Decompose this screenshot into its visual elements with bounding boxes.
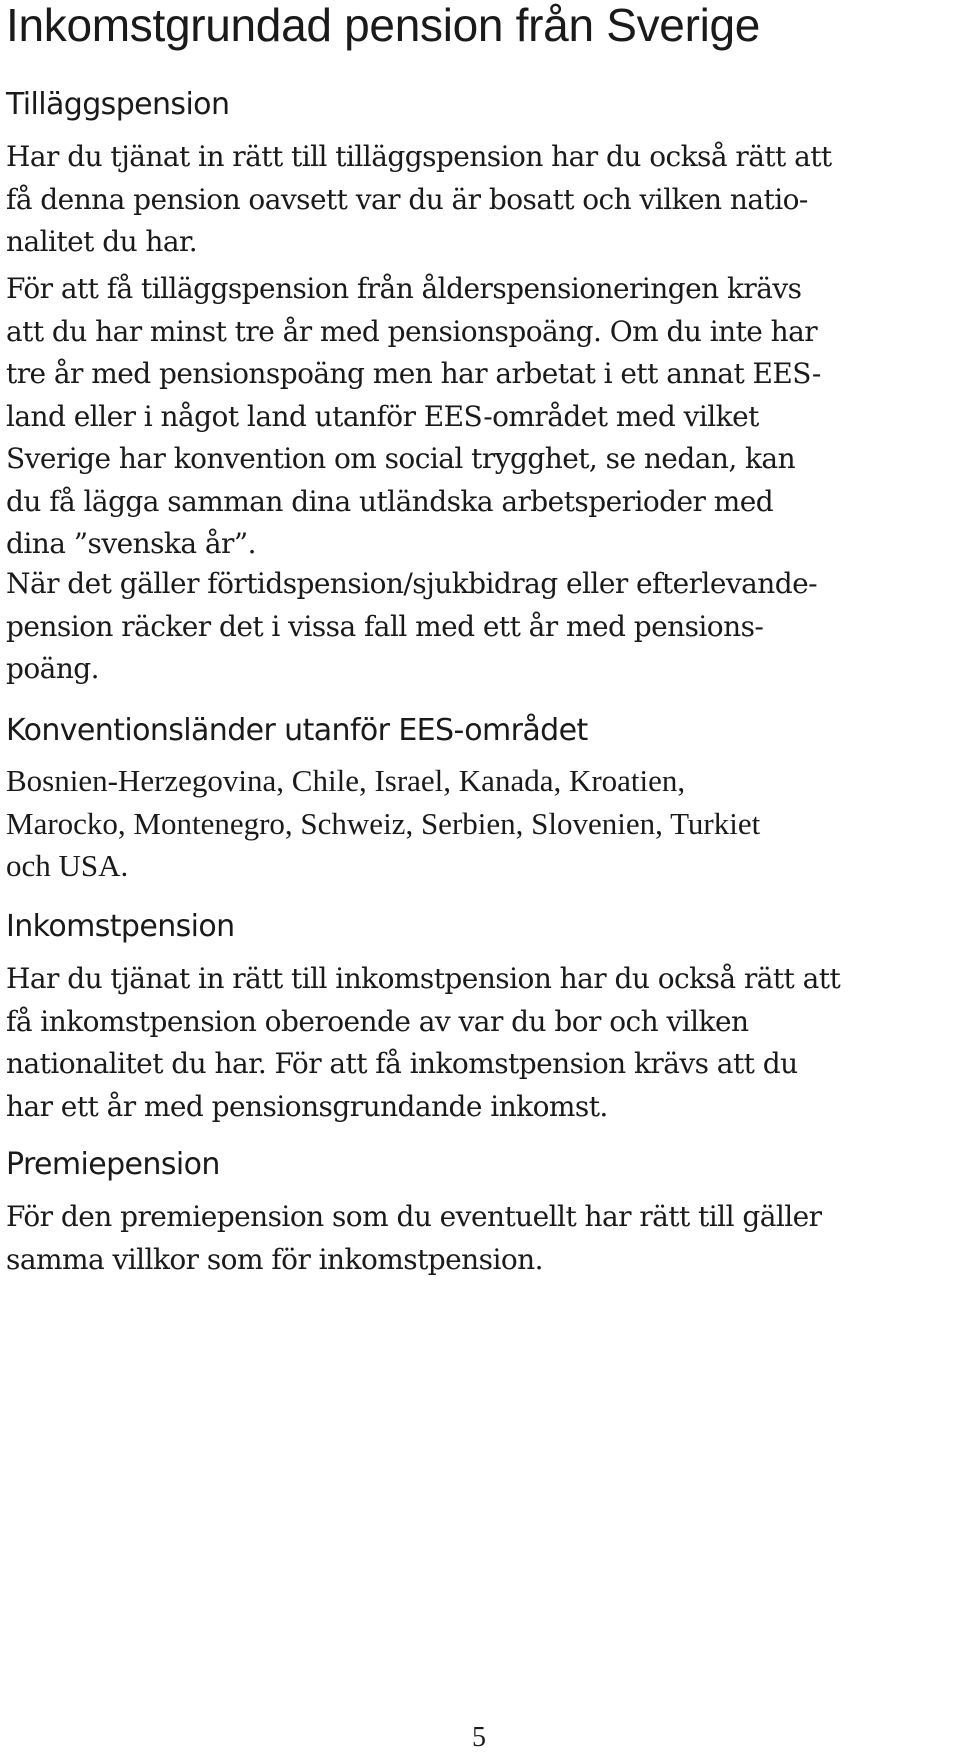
text-line: Har du tjänat in rätt till tilläggspension har du också rätt att — [6, 140, 832, 173]
paragraph-tillaggspension-fortidspension — [6, 563, 817, 691]
text-line: och USA. — [6, 848, 129, 883]
text-line: Har du tjänat in rätt till inkomstpension har du också rätt att — [6, 962, 841, 995]
paragraph-tillaggspension-requirements — [6, 268, 821, 566]
section-heading-konventionslander: Konventionsländer utanför EES-området — [6, 713, 588, 748]
paragraph-inkomstpension — [6, 958, 840, 1128]
text-line: få inkomstpension oberoende av var du bor och vilken — [6, 1004, 749, 1038]
text-line: du få lägga samman dina utländska arbetsperioder med — [6, 484, 774, 518]
text-line: tre år med pensionspoäng men har arbetat i ett annat EES- — [6, 357, 821, 390]
text-line: samma villkor som för inkomstpension. — [6, 1242, 544, 1276]
section-heading-premiepension: Premiepension — [6, 1147, 220, 1182]
text-line: har ett år med pensionsgrundande inkomst. — [6, 1089, 608, 1123]
text-line: dina ”svenska år”. — [6, 527, 256, 560]
text-line: få denna pension oavsett var du är bosatt och vilken natio- — [6, 182, 808, 216]
text-line: För den premiepension som du eventuellt har rätt till gäller — [6, 1200, 822, 1233]
text-line: poäng. — [6, 652, 100, 685]
page-title: Inkomstgrundad pension från Sverige — [6, 0, 761, 51]
section-heading-inkomstpension: Inkomstpension — [6, 909, 235, 944]
text-line: pension räcker det i vissa fall med ett år med pensions- — [6, 609, 764, 643]
section-heading-tillaggspension: Tilläggspension — [6, 87, 230, 122]
paragraph-convention-countries — [6, 760, 760, 888]
text-line: land eller i något land utanför EES-området med vilket — [6, 399, 759, 433]
text-line: När det gäller förtidspension/sjukbidrag eller efterlevande- — [6, 567, 818, 600]
paragraph-premiepension — [6, 1196, 822, 1281]
text-line: Marocko, Montenegro, Schweiz, Serbien, Slovenien, Turkiet — [6, 805, 761, 841]
text-line: Bosnien-Herzegovina, Chile, Israel, Kanada, Kroatien, — [6, 763, 686, 798]
text-line: För att få tilläggspension från ålderspensioneringen krävs — [6, 272, 802, 305]
text-line: nationalitet du har. För att få inkomstpension krävs att du — [6, 1047, 798, 1080]
text-line: nalitet du har. — [6, 225, 198, 258]
text-line: att du har minst tre år med pensionspoäng. Om du inte har — [6, 314, 818, 348]
paragraph-tillaggspension-intro — [6, 136, 832, 264]
text-line: Sverige har konvention om social trygghet, se nedan, kan — [6, 442, 796, 475]
page-number: 5 — [472, 1722, 486, 1753]
